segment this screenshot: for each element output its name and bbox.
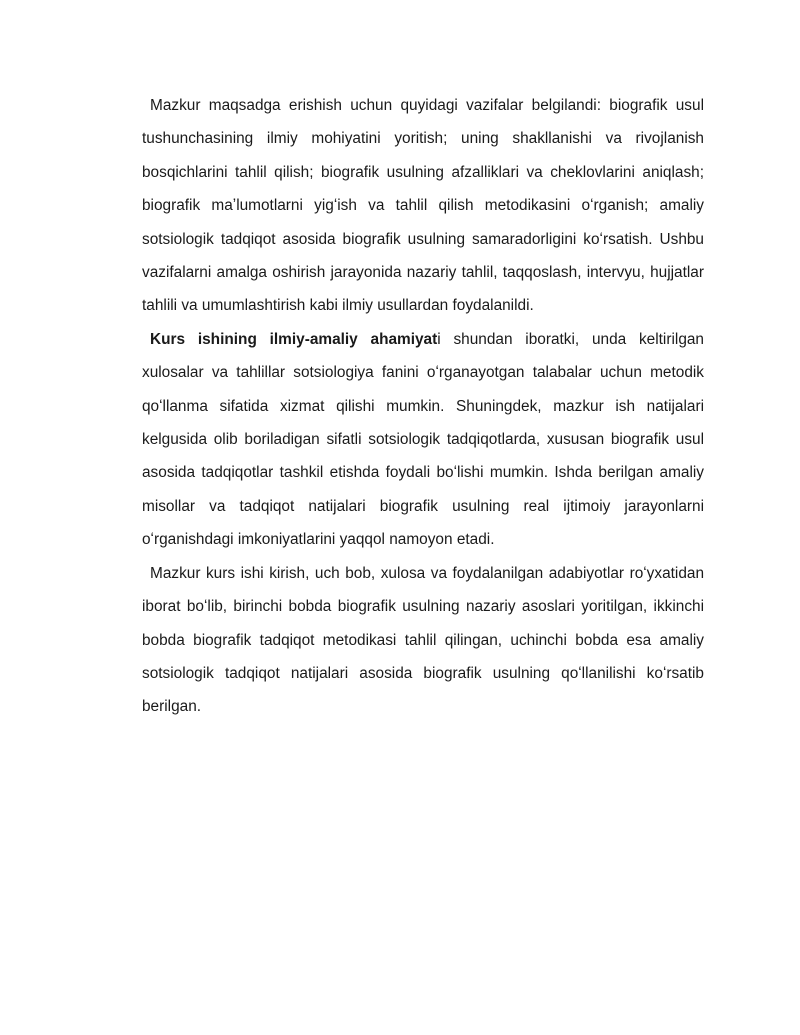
body-text bbox=[142, 89, 704, 724]
paragraph-significance bbox=[142, 323, 704, 557]
paragraph-significance-heading: Kurs ishining ilmiy-amaliy ahamiyat bbox=[150, 330, 438, 348]
paragraph-tasks bbox=[142, 89, 704, 323]
paragraph-tasks-text: Mazkur maqsadga erishish uchun quyidagi vazifalar belgilandi: biografik usul tushunchasining ilmiy mohiyatini yoritish; uning shakllanishi va rivojlanish bosqichlarini tahlil qilish; biografik usulning afzalliklari va cheklovlarini aniqlash; biografik maʼlumotlarni yigʻish va tahlil qilish metodikasini oʻrganish; amaliy sotsiologik tadqiqot asosida biografik usulning samaradorligini koʻrsatish. Ushbu vazifalarni amalga oshirish jarayonida nazariy tahlil, taqqoslash, intervyu, hujjatlar tahlili va umumlashtirish kabi ilmiy usullardan foydalanildi. bbox=[142, 97, 704, 315]
paragraph-structure bbox=[142, 557, 704, 724]
paragraph-significance-text: i shundan iboratki, unda keltirilgan xulosalar va tahlillar sotsiologiya fanini oʻrganayotgan talabalar uchun metodik qoʻllanma sifatida xizmat qilishi mumkin. Shuningdek, mazkur ish natijalari kelgusida olib boriladigan sifatli sotsiologik tadqiqotlarda, xususan biografik usul asosida tadqiqotlar tashkil etishda foydali boʻlishi mumkin. Ishda berilgan amaliy misollar va tadqiqot natijalari biografik usulning real ijtimoiy jarayonlarni oʻrganishdagi imkoniyatlarini yaqqol namoyon etadi. bbox=[142, 330, 704, 549]
paragraph-structure-text: Mazkur kurs ishi kirish, uch bob, xulosa va foydalanilgan adabiyotlar roʻyxatidan iborat boʻlib, birinchi bobda biografik usulning nazariy asoslari yoritilgan, ikkinchi bobda biografik tadqiqot metodikasi tahlil qilingan, uchinchi bobda esa amaliy sotsiologik tadqiqot natijalari asosida biografik usulning qoʻllanilishi koʻrsatib berilgan. bbox=[142, 564, 704, 716]
